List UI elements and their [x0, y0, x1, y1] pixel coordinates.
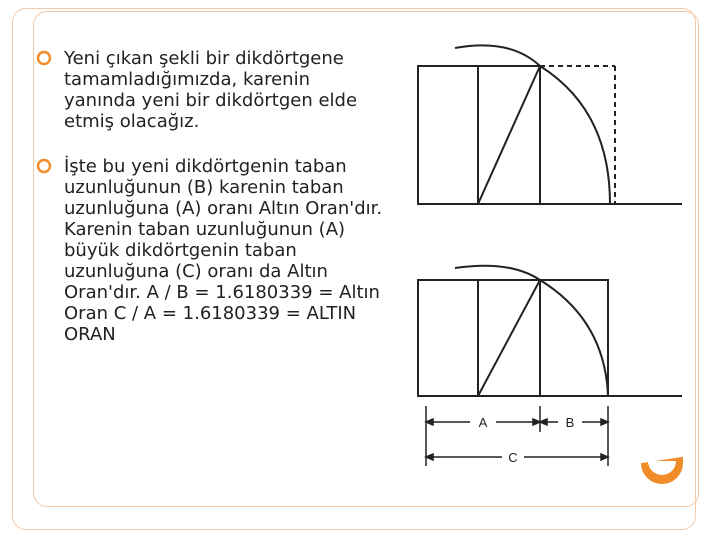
circle-bullet-icon	[36, 50, 52, 66]
arrowhead	[601, 454, 608, 460]
arc-top	[455, 266, 540, 280]
orange-circle-icon	[640, 455, 686, 495]
bullet-text: İşte bu yeni dikdörtgenin taban uzunluğunun (B) karenin taban uzunluğuna (A) oranı Altın Oran'dır. Karenin taban uzunluğunun (A) büyük dikdörtgenin taban uzunluğuna (C) oranı da Altın Oran'dır. A / B = 1.6180339 = Altın Oran C / A = 1.6180339 = ALTIN ORAN	[64, 156, 383, 345]
golden-ratio-dimension-diagram	[410, 260, 690, 470]
arrowhead	[426, 419, 433, 425]
arrowhead	[540, 419, 547, 425]
golden-rectangle-construction-diagram	[410, 40, 690, 210]
arc-swing	[540, 66, 610, 204]
circle-bullet-icon	[36, 158, 52, 174]
arrowhead	[601, 419, 608, 425]
left-rectangle	[418, 280, 478, 396]
bullet-item	[36, 156, 386, 345]
arrowhead	[426, 454, 433, 460]
diagonal-line	[478, 280, 540, 396]
dimension-label-c: C	[508, 450, 518, 465]
dimension-label-a: A	[478, 415, 488, 430]
new-rectangle	[540, 280, 608, 396]
dimension-label-b: B	[565, 415, 575, 430]
diagonal-line	[478, 66, 540, 204]
slide-content	[36, 48, 386, 345]
left-rectangle	[418, 66, 478, 204]
arc-top	[455, 45, 540, 66]
arc-swing	[540, 280, 608, 396]
bullet-text: Yeni çıkan şekli bir dikdörtgene tamamladığımızda, karenin yanında yeni bir dikdörtgen elde etmiş olacağız.	[64, 48, 358, 132]
bullet-item	[36, 48, 386, 132]
